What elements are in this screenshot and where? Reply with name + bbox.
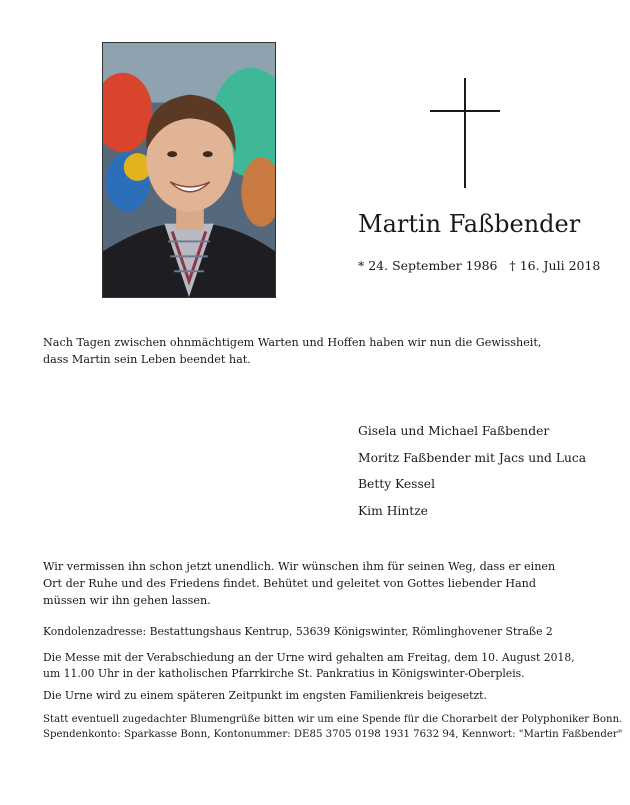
mourner-name: Betty Kessel (358, 477, 436, 491)
life-dates (358, 258, 608, 273)
portrait-photo (102, 42, 276, 298)
death-date: † 16. Juli 2018 (509, 258, 601, 273)
cross-icon (430, 78, 500, 188)
portrait-illustration (103, 43, 275, 297)
farewell-line: müssen wir ihn gehen lassen. (43, 594, 211, 607)
intro-text (43, 334, 541, 368)
farewell-line: Wir vermissen ihn schon jetzt unendlich. Wir wünschen ihm für seinen Weg, dass er einen (43, 560, 556, 573)
mass-line: Die Messe mit der Verabschiedung an der Urne wird gehalten am Freitag, dem 10. August 2018, (43, 651, 575, 664)
intro-line: dass Martin sein Leben beendet hat. (43, 353, 251, 366)
birth-date: * 24. September 1986 (358, 258, 498, 273)
intro-line: Nach Tagen zwischen ohnmächtigem Warten und Hoffen haben wir nun die Gewissheit, (43, 336, 542, 349)
mourner-name: Moritz Faßbender mit Jacs und Luca (358, 450, 587, 465)
mourner-name: Kim Hintze (358, 503, 428, 518)
mass-line: um 11.00 Uhr in der katholischen Pfarrkirche St. Pankratius in Königswinter-Oberpleis. (43, 667, 525, 680)
condolence-address: Kondolenzadresse: Bestattungshaus Kentrup, 53639 Königswinter, Römlinghovener Straße 2 (43, 625, 553, 638)
donation-line: Spendenkonto: Sparkasse Bonn, Kontonummer: DE85 3705 0198 1931 7632 94, Kennwort: "Martin Faßbender" (43, 729, 623, 740)
mass-info (43, 650, 575, 682)
donation-line: Statt eventuell zugedachter Blumengrüße bitten wir um eine Spende für die Chorarbeit der Polyphoniker Bonn. (43, 714, 623, 725)
mourners-list (358, 424, 586, 530)
deceased-name: Martin Faßbender (358, 210, 581, 238)
donation-info (43, 712, 622, 742)
farewell-text (43, 558, 555, 609)
mourner-name: Gisela und Michael Faßbender (358, 424, 550, 438)
urn-info: Die Urne wird zu einem späteren Zeitpunkt im engsten Familienkreis beigesetzt. (43, 689, 487, 702)
farewell-line: Ort der Ruhe und des Friedens findet. Behütet und geleitet von Gottes liebender Hand (43, 577, 537, 590)
